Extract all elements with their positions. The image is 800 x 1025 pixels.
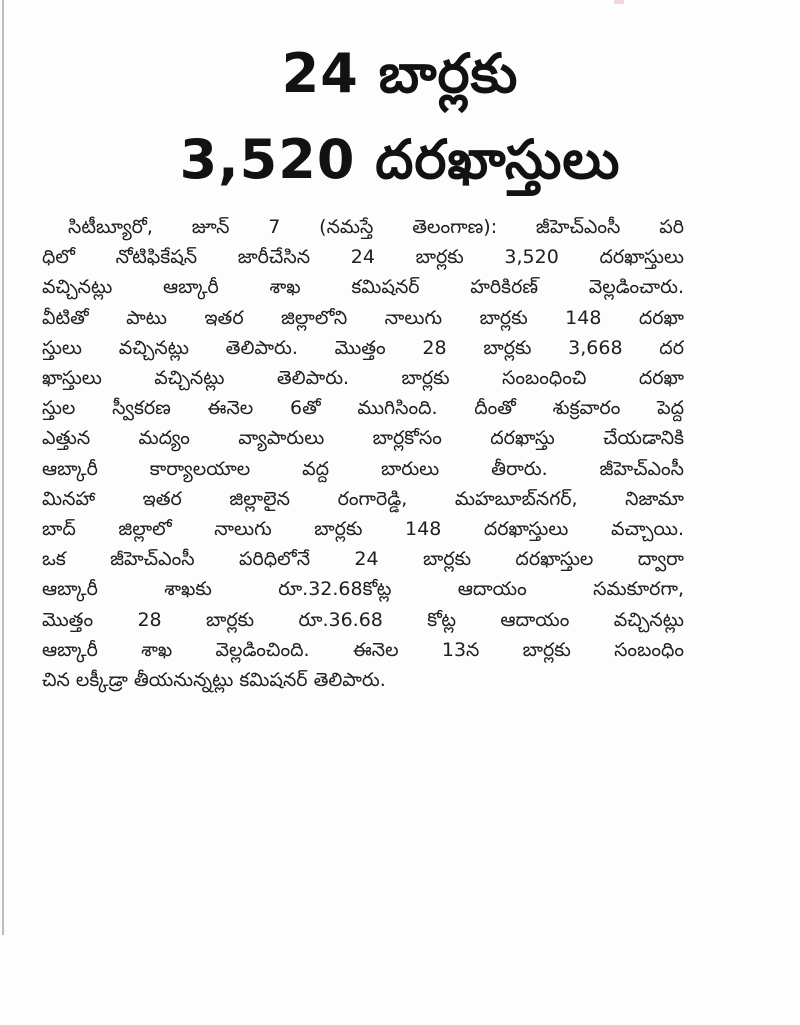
article-line: ఒక జీహెచ్‌ఎంసీ పరిధిలోనే 24 బార్లకు దరఖాస్తుల ద్వారా [42,548,684,571]
article-line: ధిలో నోటిఫికేషన్ జారీచేసిన 24 బార్లకు 3,520 దరఖాస్తులు [42,246,684,269]
article-line: ఆబ్కారీ శాఖకు రూ.32.68కోట్ల ఆదాయం సమకూరగా, [42,578,684,601]
article-line: స్తుల స్వీకరణ ఈనెల 6తో ముగిసింది. దీంతో శుక్రవారం పెద్ద [42,397,684,420]
article-line: ఖాస్తులు వచ్చినట్లు తెలిపారు. బార్లకు సంబంధించి దరఖా [42,367,684,390]
article-line: చిన లక్కీడ్రా తీయనున్నట్లు కమిషనర్ తెలిపారు. [42,669,386,692]
article-line: మినహా ఇతర జిల్లాలైన రంగారెడ్డి, మహబూబ్‌నగర్, నిజామా [42,487,684,510]
column-divider [2,0,4,935]
article-line: ఎత్తున మద్యం వ్యాపారులు బార్లకోసం దరఖాస్తు చేయడానికి [42,427,684,450]
article-line: సిటీబ్యూరో, జూన్ 7 (నమస్తే తెలంగాణ): జీహెచ్‌ఎంసీ పరి [68,216,684,238]
article-line: ఆబ్కారీ కార్యాలయాల వద్ద బారులు తీరారు. జీహెచ్‌ఎంసీ [42,457,684,480]
article-line: బాద్ జిల్లాలో నాలుగు బార్లకు 148 దరఖాస్తులు వచ్చాయి. [42,518,684,541]
headline-line-2: 3,520 దరఖాస్తులు [179,128,621,192]
headline-line-1: 24 బార్లకు [281,42,519,106]
article-line: వీటితో పాటు ఇతర జిల్లాలోని నాలుగు బార్లకు 148 దరఖా [42,306,684,329]
article-body [42,212,684,695]
print-mark [614,0,624,4]
article-line: ఆబ్కారీ శాఖ వెల్లడించింది. ఈనెల 13న బార్లకు సంబంధిం [42,638,684,661]
article-line: మొత్తం 28 బార్లకు రూ.36.68 కోట్ల ఆదాయం వచ్చినట్లు [42,608,684,631]
article-line: స్తులు వచ్చినట్లు తెలిపారు. మొత్తం 28 బార్లకు 3,668 దర [42,336,684,359]
article-line: వచ్చినట్లు ఆబ్కారీ శాఖ కమిషనర్ హరికిరణ్ వెల్లడించారు. [42,276,684,299]
headline [30,31,770,203]
